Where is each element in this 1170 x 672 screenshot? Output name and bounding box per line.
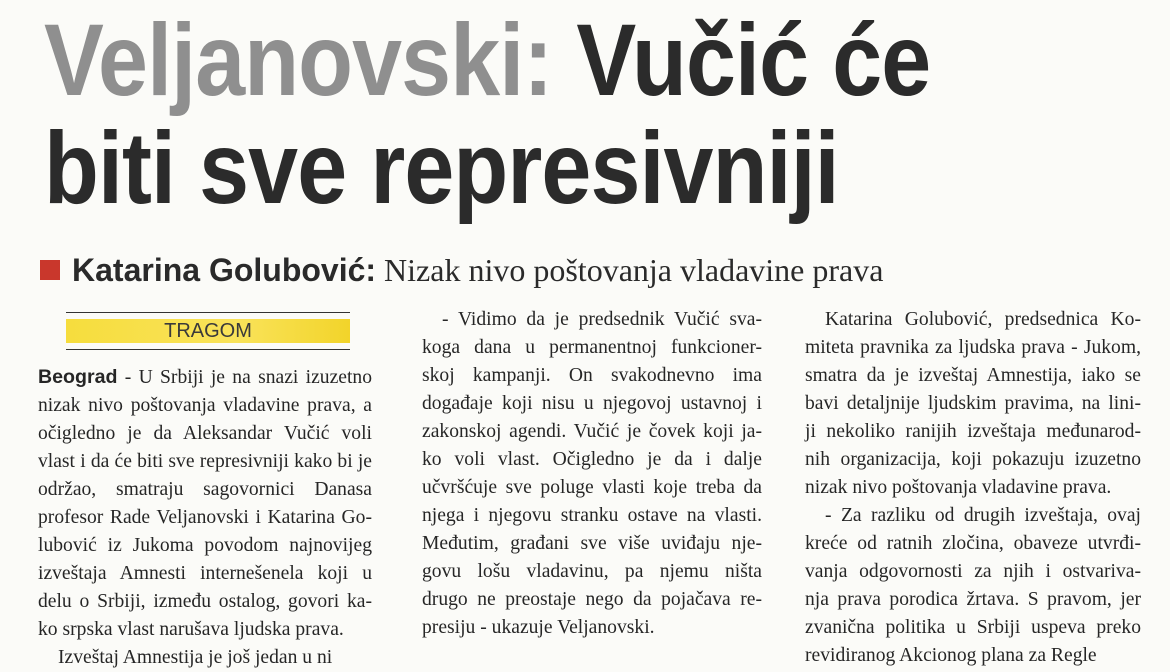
headline-quote-start: Vučić će [576,3,931,117]
text-line: očigledno je da Aleksandar Vučić voli [38,423,372,444]
text-line: njega i njegovu stranku ostave na vlasti. [422,505,762,526]
text-line: Katarina Golubović, predsednica Ko- [825,309,1141,330]
text-line: presiju - ukazuje Veljanovski. [422,617,655,638]
text-line: vlast i da će biti sve represivniji kako bi je [38,451,372,472]
headline-line-1 [44,3,1021,117]
text-line: ko srpska vlast narušava ljudska prava. [38,619,344,640]
rubric-box [66,312,350,350]
text-line: delu o Srbiji, između ostalog, govori ka- [38,591,372,612]
text-line: zakonskoj agendi. Vučić je čovek koji ja- [422,421,762,442]
article-column-3 [805,306,1141,670]
text-line: lubović iz Jukoma povodom najnovijeg [38,535,372,556]
text-line: - Za razliku od drugih izveštaja, ovaj [825,505,1141,526]
text-line: Beograd - U Srbiji je na snazi izuzetno [38,366,372,388]
text-line: vanja odgovornosti za njih i ostvariva- [805,561,1141,582]
text-line: koga dana u permanentnoj funkcioner- [422,337,762,358]
text-line: govu lošu vladavinu, pa njemu ništa [422,561,762,582]
text-line: ko voli vlast. Očigledno je da i dalje [422,449,762,470]
text-line: kreće od ratnih zločina, obaveze utvrđi- [805,533,1141,554]
text-line: održao, smatraju sagovornici Danasa [38,479,372,500]
text-line: drugo ne preostaje nego da pojačava re- [422,589,762,610]
text-line: smatra da je izveštaj Amnestija, iako se [805,365,1141,386]
text-line: - Vidimo da je predsednik Vučić sva- [442,309,762,330]
text-line: bavi detaljnije ljudskim pravima, na lini- [805,393,1141,414]
text-line: skoj kampanji. On svakodnevno ima [422,365,762,386]
text-line: revidiranog Akcionog plana za Regle [805,645,1097,666]
text-line: Izveštaj Amnestija je još jedan u ni [58,647,333,668]
text-line: Međutim, građani sve više uviđaju nje- [422,533,762,554]
headline-line-2: biti sve represivniji [44,111,839,225]
text-line: profesor Rade Veljanovski i Katarina Go- [38,507,372,528]
headline [44,3,1021,225]
subhead-name: Katarina Golubović: [72,252,377,288]
text-line: ji nekoliko ranijih izveštaja međunarod- [805,421,1141,442]
article-column-2 [422,306,762,642]
dateline-place: Beograd [38,366,118,388]
subhead-text: Nizak nivo poštovanja vladavine prava [384,252,884,288]
text-line: nizak nivo poštovanja vladavine prava, a [38,395,372,416]
headline-speaker: Veljanovski: [44,3,553,117]
article-column-1 [38,363,372,672]
text-line: miteta pravnika za ljudska prava - Jukom, [805,337,1141,358]
text-line: učvršćuje sve poluge vlasti koje treba da [422,477,762,498]
text-line: izveštaja Amnesti internešenela koji u [38,563,372,584]
text-line: nja prava porodica žrtava. S pravom, jer [805,589,1141,610]
text-line: događaje koji nisu u njegovoj ustavnoj i [422,393,762,414]
text-line: nih organizacija, koji pokazuju izuzetno [805,449,1141,470]
text-line: zvanična politika u Srbiji uspeva preko [805,617,1141,638]
red-square-bullet-icon [40,260,60,280]
subheadline [40,252,883,288]
rubric-label: TRAGOM [164,320,252,342]
text-line: nizak nivo poštovanja vladavine prava. [805,477,1112,498]
